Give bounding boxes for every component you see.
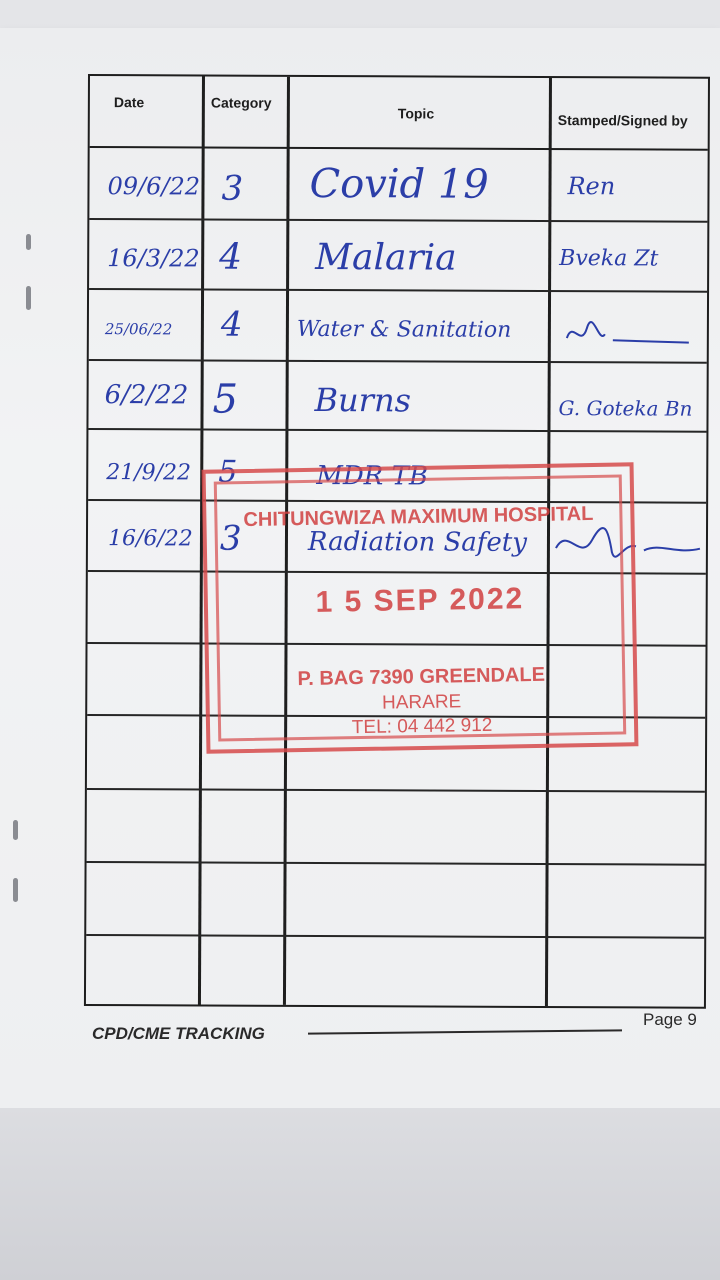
row-divider bbox=[89, 288, 707, 293]
desk-surface bbox=[0, 1108, 720, 1280]
row-divider bbox=[89, 218, 707, 223]
stamp-address: P. BAG 7390 GREENDALE bbox=[297, 663, 546, 691]
entry-date: 16/3/22 bbox=[107, 244, 200, 273]
entry-date: 25/06/22 bbox=[104, 320, 173, 339]
binder-hole-mark bbox=[26, 234, 31, 250]
column-header-date: Date bbox=[113, 94, 145, 111]
binder-hole-mark bbox=[13, 878, 18, 902]
entry-date: 09/6/22 bbox=[107, 172, 201, 201]
entry-signature: G. Goteka Bn bbox=[558, 396, 693, 421]
entry-category: 3 bbox=[219, 518, 242, 559]
entry-date: 21/9/22 bbox=[106, 460, 192, 486]
stamp-date: 1 5 SEP 2022 bbox=[315, 582, 525, 619]
footer-title: CPD/CME TRACKING bbox=[92, 1024, 265, 1043]
stamp-city: HARARE bbox=[381, 691, 462, 714]
signature-scribble bbox=[559, 314, 699, 355]
entry-signature: Ren bbox=[567, 172, 616, 201]
row-divider bbox=[86, 934, 704, 939]
binder-hole-mark bbox=[26, 286, 31, 310]
entry-topic: Radiation Safety bbox=[307, 526, 528, 558]
entry-topic: Covid 19 bbox=[309, 160, 489, 208]
column-header-stamped-signed: Stamped/Signed by bbox=[557, 112, 688, 129]
entry-topic: MDR TB bbox=[316, 460, 429, 492]
stamp-hospital-name: CHITUNGWIZA MAXIMUM HOSPITAL bbox=[243, 502, 594, 532]
entry-signature: Bveka Zt bbox=[559, 246, 659, 272]
page-number: Page 9 bbox=[643, 1010, 697, 1029]
entry-category: 4 bbox=[220, 304, 243, 345]
entry-date: 6/2/22 bbox=[104, 380, 189, 411]
entry-category: 5 bbox=[212, 376, 239, 423]
column-header-topic: Topic bbox=[397, 105, 435, 122]
row-divider bbox=[87, 861, 705, 866]
entry-topic: Water & Sanitation bbox=[296, 316, 512, 343]
stamp-telephone: TEL: 04 442 912 bbox=[351, 714, 493, 739]
binder-hole-mark bbox=[13, 820, 18, 840]
entry-category: 3 bbox=[221, 168, 244, 209]
row-divider bbox=[87, 788, 705, 793]
entry-topic: Burns bbox=[314, 380, 412, 420]
hospital-stamp bbox=[202, 462, 639, 753]
column-header-category: Category bbox=[210, 94, 272, 111]
entry-category: 5 bbox=[218, 454, 238, 490]
table-header-row bbox=[90, 76, 708, 151]
entry-date: 16/6/22 bbox=[107, 526, 193, 552]
entry-category: 4 bbox=[219, 236, 243, 278]
entry-topic: Malaria bbox=[315, 236, 457, 279]
row-divider bbox=[89, 359, 707, 364]
row-divider bbox=[88, 428, 706, 433]
